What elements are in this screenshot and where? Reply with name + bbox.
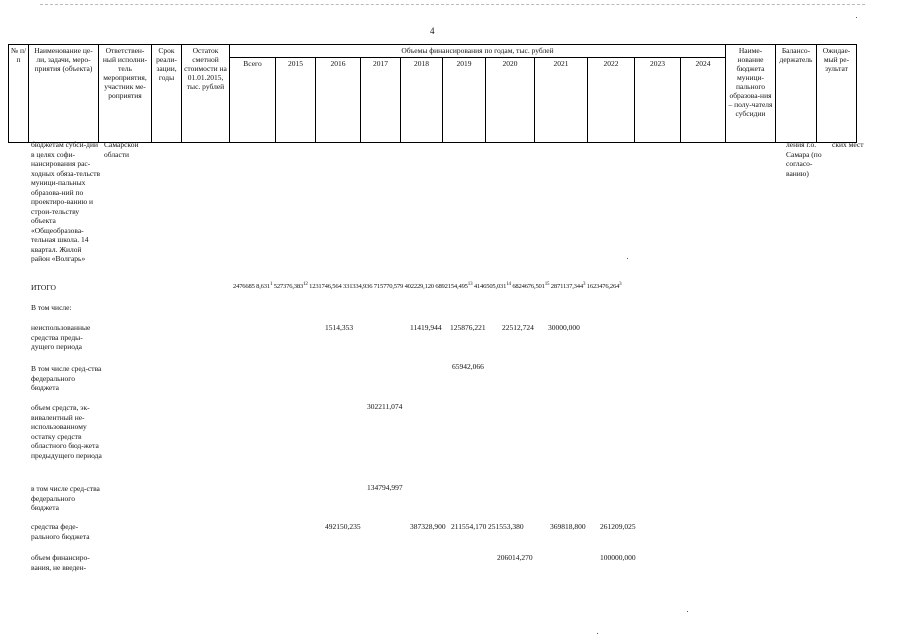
row-label-federal-of-2: в том числе сред-ства федерального бюджета — [31, 484, 100, 512]
header-volumes: Объемы финансирования по годам, тыс. рублей — [230, 45, 726, 58]
scan-speck — [687, 611, 688, 612]
row-label-federal-budget: средства феде-рального бюджета — [31, 522, 90, 541]
header-rest: Остаток сметной стоимости на 01.01.2015, тыс. рублей — [182, 45, 230, 143]
header-resp: Ответствен-ный исполни-тель мероприятия, участник ме-роприятия — [99, 45, 152, 143]
row-label-unused: неиспользованные средства преды-дущего периода — [31, 323, 91, 351]
page-top-border — [40, 4, 865, 5]
value-federal-budget-2020: 251553,380 — [488, 522, 524, 531]
header-budget: Наиме-нование бюджета муници-пального образова-ния – полу-чателя субсидии — [726, 45, 776, 143]
header-year-2024: 2024 — [681, 58, 726, 143]
header-year-2015: 2015 — [276, 58, 316, 143]
value-not-introduced-2020: 206014,270 — [497, 553, 533, 562]
row-label-in-that: В том числе: — [31, 303, 72, 312]
value-unused-2018: 11419,944 — [410, 323, 442, 332]
value-federal-of-2019: 65942,066 — [452, 362, 484, 371]
continuation-holder: ления г.о. Самара (по согласо-ванию) — [786, 140, 822, 178]
page-number: 4 — [430, 26, 435, 36]
header-year-2016: 2016 — [316, 58, 361, 143]
total-value-footnote: 3 — [582, 281, 586, 287]
total-value: 331334,936 — [343, 283, 373, 290]
value-federal-of-2-2017: 134794,997 — [367, 483, 403, 492]
total-value: 1623476,264 — [586, 283, 620, 290]
total-value: 402229,120 — [404, 283, 434, 290]
value-federal-budget-2019: 211554,170 — [451, 522, 487, 531]
total-value: 4146505,031 — [473, 283, 507, 290]
total-value-footnote: 12 — [303, 281, 308, 287]
header-year-2019: 2019 — [443, 58, 486, 143]
header-name: Наименование це-ли, задачи, меро-приятия (объекта) — [29, 45, 99, 143]
value-federal-budget-2018: 387328,900 — [410, 522, 446, 531]
total-label: ИТОГО — [31, 283, 56, 292]
value-federal-budget-2022: 261209,025 — [600, 522, 636, 531]
header-holder: Балансо-держатель — [776, 45, 817, 143]
continuation-name: бюджетам субси-дий в целях софи-нансирования рас-ходных обяза-тельств муници-пальных образова-ний по проектиро-ванию и строи-тельству объекта «Общеобразова-тельная школа. 14 квартал. Жилой район «Волгарь» — [31, 140, 101, 263]
value-unused-2019: 125876,221 — [450, 323, 486, 332]
header-year-2021: 2021 — [535, 58, 588, 143]
value-federal-budget-2016: 492150,235 — [325, 522, 361, 531]
total-value-footnote: 1 — [269, 281, 273, 287]
scan-speck — [856, 17, 857, 18]
value-unused-2016: 1514,353 — [325, 323, 354, 332]
continuation-resp: Самарской области — [104, 140, 139, 159]
total-value-footnote: 15 — [544, 281, 550, 287]
row-label-equivalent: объем средств, эк-вивалентный не-использованному остатку средств областного бюд-жета предыдущего периода — [31, 403, 102, 460]
header-year-2018: 2018 — [401, 58, 443, 143]
total-values — [233, 282, 621, 291]
total-value-footnote: 3 — [619, 281, 622, 287]
scan-speck — [627, 258, 628, 259]
total-value: 1231746,564 — [309, 283, 342, 290]
value-unused-2020: 22512,724 — [502, 323, 534, 332]
header-year-2017: 2017 — [361, 58, 401, 143]
header-year-2022: 2022 — [588, 58, 635, 143]
total-value-footnote: 14 — [506, 281, 511, 287]
header-no: № п/п — [9, 45, 29, 143]
header-year-2023: 2023 — [635, 58, 681, 143]
row-label-not-introduced: объем финансиро-вания, не введен- — [31, 553, 90, 572]
header-result: Ожидае-мый ре-зультат — [817, 45, 857, 143]
header-term: Срок реали-зации, годы — [152, 45, 182, 143]
total-value: 6824676,501 — [512, 283, 545, 290]
total-value: 6892154,495 — [435, 283, 468, 290]
scan-speck — [597, 633, 598, 634]
total-value: 2871137,344 — [550, 283, 583, 290]
total-value: 715770,579 — [373, 283, 404, 290]
value-equivalent-2017: 302211,074 — [367, 402, 403, 411]
total-value: 527376,383 — [273, 283, 304, 290]
total-value: 2476685 8,631 — [233, 283, 270, 290]
header-table — [8, 44, 857, 143]
row-label-federal-of: В том числе сред-ства федерального бюджета — [31, 364, 102, 392]
total-value-footnote: 13 — [467, 281, 473, 287]
header-year-2020: 2020 — [486, 58, 535, 143]
header-year-total: Всего — [230, 58, 276, 143]
value-not-introduced-2022: 100000,000 — [600, 553, 636, 562]
value-federal-budget-2021: 369818,800 — [550, 522, 586, 531]
value-unused-2021: 30000,000 — [548, 323, 580, 332]
continuation-result: ских мест — [832, 140, 864, 149]
